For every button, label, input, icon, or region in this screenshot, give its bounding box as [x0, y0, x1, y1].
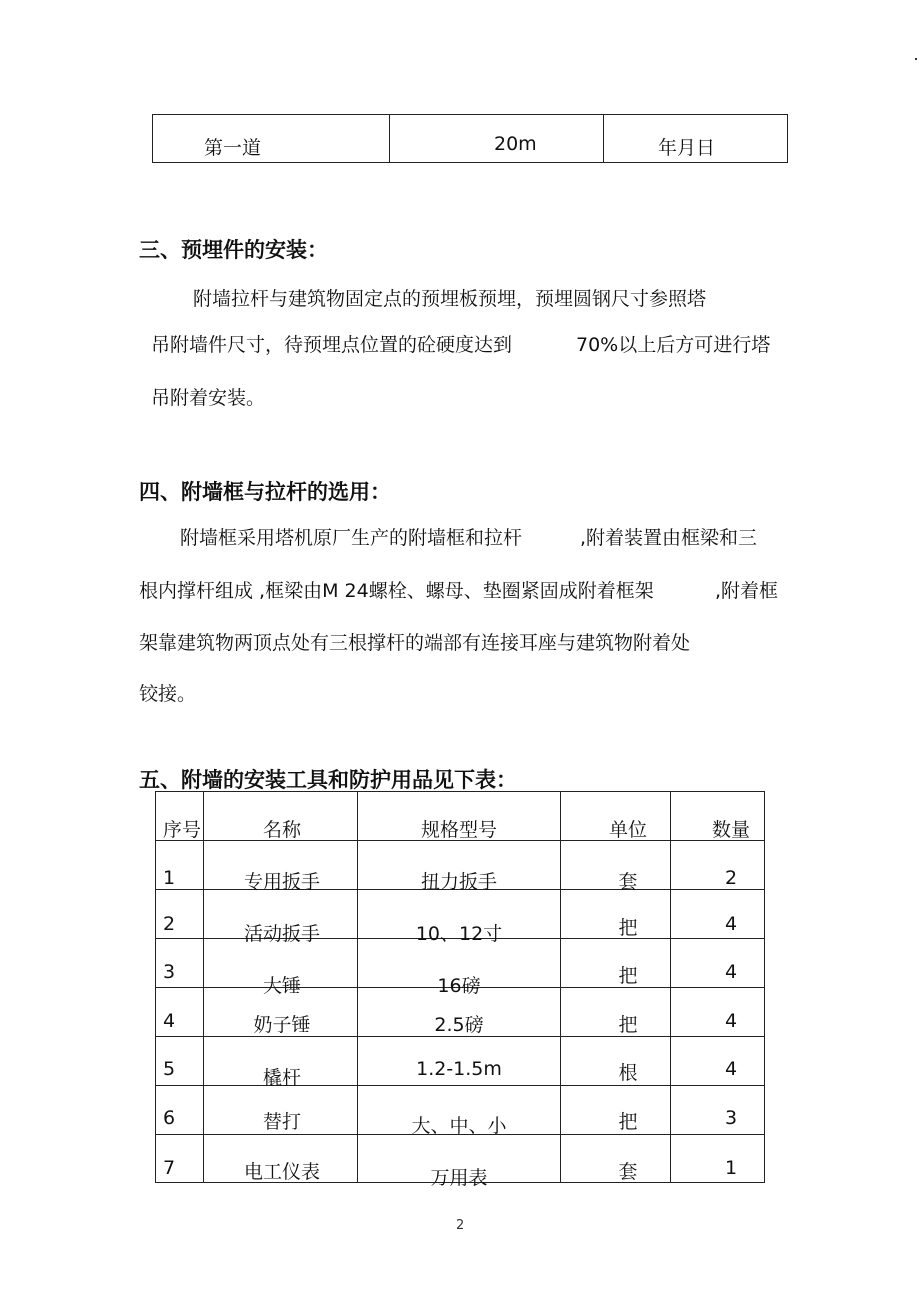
table-cell: 万用表 [430, 1167, 488, 1189]
page-number: 2 [456, 1218, 465, 1233]
table-cell: 套 [618, 871, 638, 893]
table-cell: 2.5磅 [434, 1014, 484, 1036]
section3-line: 70%以上后方可进行塔 [576, 334, 771, 356]
table-rule [155, 791, 765, 792]
table-cell: 5 [163, 1058, 176, 1080]
row-label: 第一道 [204, 137, 262, 159]
section4-line: 根内撑杆组成 ,框梁由M 24螺栓、螺母、垫圈紧固成附着框架 [139, 580, 654, 602]
table-cell: 奶子锤 [253, 1014, 311, 1036]
section4-line: 架靠建筑物两顶点处有三根撑杆的端部有连接耳座与建筑物附着处 [139, 632, 691, 654]
table-cell: 把 [618, 1111, 638, 1133]
section4-line: ,附着框 [715, 580, 779, 602]
section4-line: 附墙框采用塔机原厂生产的附墙框和拉杆 [180, 527, 523, 549]
table-divider [389, 115, 390, 162]
table-header: 名称 [262, 819, 302, 841]
table-cell: 2 [163, 913, 176, 935]
table-cell: 7 [163, 1157, 176, 1179]
table-cell: 扭力扳手 [420, 871, 498, 893]
table-rule [764, 791, 765, 1183]
section3-line: 附墙拉杆与建筑物固定点的预埋板预埋，预埋圆钢尺寸参照塔 [193, 288, 707, 310]
table-divider [603, 115, 604, 162]
section3-line: 吊附着安装。 [151, 387, 266, 409]
section4-heading: 四、附墙框与拉杆的选用： [139, 480, 391, 504]
table-cell: 4 [724, 1058, 738, 1080]
corner-mark [915, 58, 917, 60]
table-cell: 把 [618, 917, 638, 939]
row-height: 20m [494, 133, 537, 155]
table-rule [670, 791, 671, 1183]
section3-heading: 三、预埋件的安装： [139, 238, 328, 262]
table-cell: 10、12寸 [415, 923, 503, 945]
table-cell: 4 [724, 961, 738, 983]
table-cell: 4 [724, 913, 738, 935]
row-date: 年月日 [658, 137, 716, 159]
section3-line: 吊附墙件尺寸，待预埋点位置的砼硬度达到 [151, 334, 513, 356]
tools-table [155, 791, 765, 1189]
section4-line: ,附着装置由框梁和三 [580, 527, 758, 549]
section4-line: 铰接。 [139, 683, 197, 705]
table-cell: 6 [163, 1107, 176, 1129]
table-rule [155, 1085, 765, 1086]
table-cell: 专用扳手 [243, 871, 321, 893]
table-cell: 4 [163, 1010, 176, 1032]
table-cell: 大锤 [262, 975, 302, 997]
table-rule [203, 791, 204, 1183]
table-cell: 16磅 [437, 975, 481, 997]
table-cell: 把 [618, 1014, 638, 1036]
table-cell: 活动扳手 [243, 923, 321, 945]
table-cell: 套 [618, 1161, 638, 1183]
table-cell: 把 [618, 965, 638, 987]
table-cell: 3 [724, 1107, 738, 1129]
table-header: 数量 [711, 819, 751, 841]
table-cell: 根 [618, 1062, 638, 1084]
table-cell: 1 [163, 867, 176, 889]
table-cell: 电工仪表 [243, 1161, 321, 1183]
table-header: 规格型号 [420, 819, 498, 841]
table-rule [357, 791, 358, 1183]
table-header: 序号 [163, 819, 202, 841]
schedule-table-row [152, 114, 788, 163]
table-cell: 4 [724, 1010, 738, 1032]
table-cell: 2 [724, 867, 738, 889]
table-rule [155, 791, 156, 1183]
table-cell: 1.2-1.5m [416, 1058, 502, 1080]
table-cell: 大、中、小 [411, 1115, 507, 1137]
section5-heading: 五、附墙的安装工具和防护用品见下表： [139, 768, 517, 792]
table-cell: 3 [163, 961, 176, 983]
table-cell: 橇杆 [262, 1067, 302, 1089]
table-rule [560, 791, 561, 1183]
table-header: 单位 [608, 819, 648, 841]
table-cell: 1 [724, 1157, 738, 1179]
table-cell: 替打 [262, 1111, 302, 1133]
